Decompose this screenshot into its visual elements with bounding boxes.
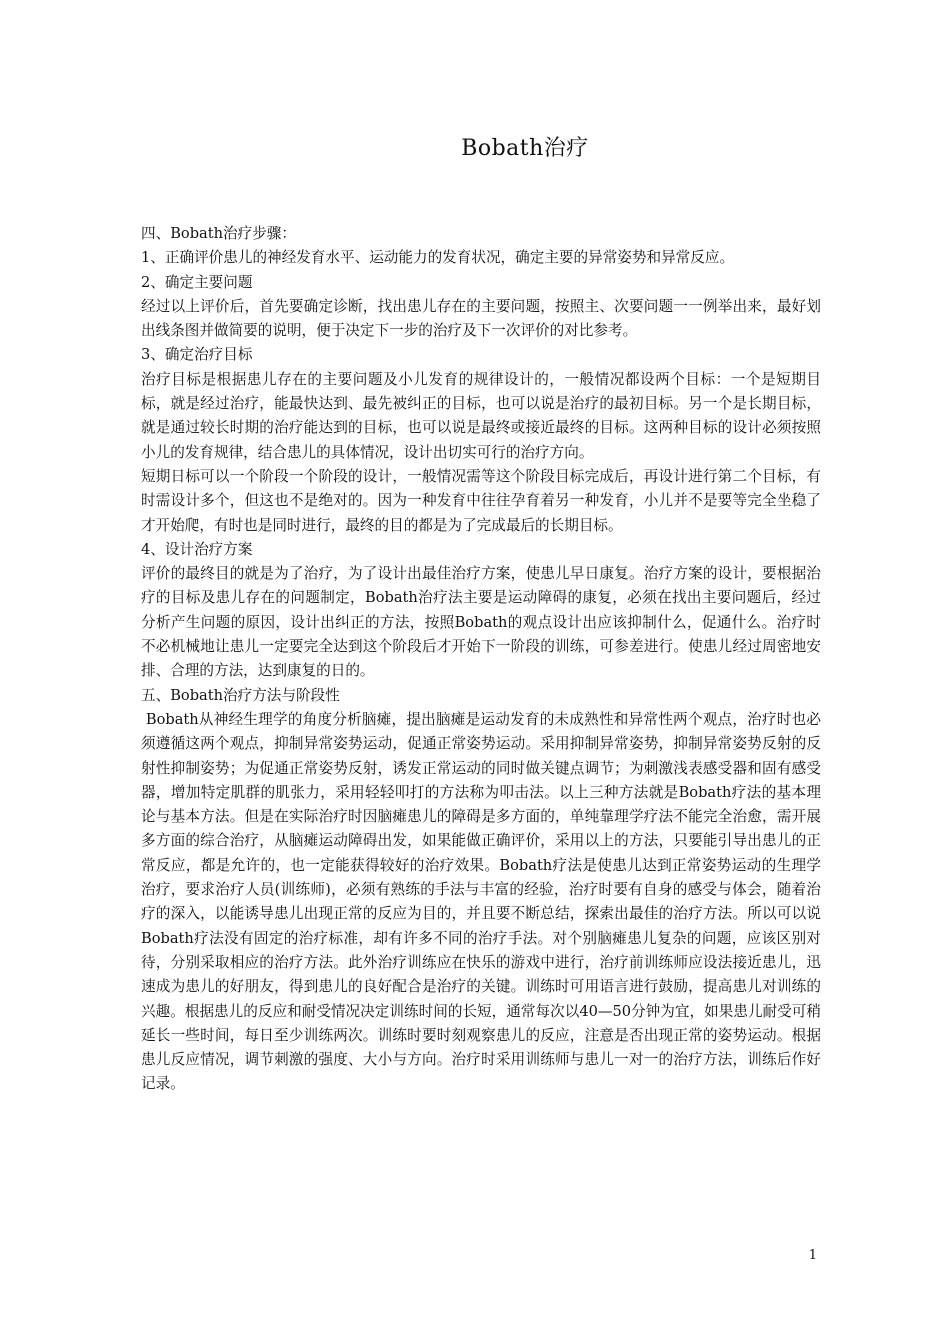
step-1-paragraph: 1、正确评价患儿的神经发育水平、运动能力的发育状况，确定主要的异常姿势和异常反应。 [141, 249, 735, 267]
page-number: 1 [808, 1248, 817, 1263]
methods-paragraph: Bobath从神经生理学的角度分析脑瘫，提出脑瘫是运动发育的未成熟性和异常性两个观点，治疗时也必须遵循这两个观点，抑制异常姿势运动，促通正常姿势运动。采用抑制异常姿势，抑制异常姿势反射的反射性抑制姿势；为促通正常姿势反射，诱发正常运动的同时做关键点调节；为刺激浅表感受器和固有感受器，增加特定肌群的肌张力，采用轻轻叩打的方法称为叩击法。以上三种方法就是Bobath疗法的基本理论与基本方法。但是在实际治疗时因脑瘫患儿的障碍是多方面的，单纯靠理学疗法不能完全治愈，需开展多方面的综合治疗，从脑瘫运动障碍出发，如果能做正确评价，采用以上的方法，只要能引导出患儿的正常反应，都是允许的，也一定能获得较好的治疗效果。Bobath疗法是使患儿达到正常姿势运动的生理学治疗，要求治疗人员(训练师)，必须有熟练的手法与丰富的经验，治疗时要有自身的感受与体会，随着治疗的深入，以能诱导患儿出现正常的反应为目的，并且要不断总结，探索出最佳的治疗方法。所以可以说Bobath疗法没有固定的治疗标准，却有许多不同的治疗手法。对个别脑瘫患儿复杂的问题，应该区别对待，分别采取相应的治疗方法。此外治疗训练应在快乐的游戏中进行，治疗前训练师应设法接近患儿，迅速成为患儿的好朋友，得到患儿的良好配合是治疗的关键。训练时可用语言进行鼓励，提高患儿对训练的兴趣。根据患儿的反应和耐受情况决定训练时间的长短，通常每次以40—50分钟为宜，如果患儿耐受可稍延长一些时间，每日至少训练两次。训练时要时刻观察患儿的反应，注意是否出现正常的姿势运动。根据患儿反应情况，调节刺激的强度、大小与方向。治疗时采用训练师与患儿一对一的治疗方法，训练后作好记录。 [141, 710, 822, 1093]
step-3-paragraph-short-term: 短期日标可以一个阶段一个阶段的设计，一般情况需等这个阶段目标完成后，再设计进行第二个目标，有时需设计多个，但这也不是绝对的。因为一种发育中往往孕育着另一种发育，小儿并不是要等完全坐稳了才开始爬，有时也是同时进行，最终的目的都是为了完成最后的长期目标。 [141, 467, 821, 534]
document-title: Bobath治疗 [461, 136, 589, 161]
section-heading-methods: 五、Bobath治疗方法与阶段性 [141, 686, 340, 704]
step-3-paragraph-goals: 治疗目标是根据患儿存在的主要问题及小儿发育的规律设计的，一般情况都设两个目标：一个是短期目标，就是经过治疗，能最快达到、最先被纠正的目标，也可以说是治疗的最初目标。另一个是长期目标，就是通过较长时期的治疗能达到的目标，也可以说是最终或接近最终的目标。这两种目标的设计必须按照小儿的发育规律，结合患儿的具体情况，设计出切实可行的治疗方向。 [141, 370, 821, 461]
step-4-heading: 4、设计治疗方案 [141, 540, 253, 558]
step-2-paragraph: 经过以上评价后，首先要确定诊断，找出患儿存在的主要问题，按照主、次要问题一一例举出来，最好划出线条图并做简要的说明，便于决定下一步的治疗及下一次评价的对比参考。 [141, 297, 821, 340]
section-heading-steps: 四、Bobath治疗步骤： [141, 225, 296, 242]
document-body [141, 222, 821, 1097]
step-3-heading: 3、确定治疗目标 [141, 346, 253, 364]
step-4-paragraph: 评价的最终目的就是为了治疗，为了设计出最佳治疗方案，使患儿早日康复。治疗方案的设计，要根据治疗的目标及患儿存在的问题制定，Bobath治疗法主要是运动障碍的康复，必须在找出主要问题后，经过分析产生问题的原因，设计出纠正的方法，按照Bobath的观点设计出应该抑制什么，促通什么。治疗时不必机械地让患儿一定要完全达到这个阶段后才开始下一阶段的训练，可参差进行。使患儿经过周密地安排、合理的方法，达到康复的日的。 [141, 565, 821, 680]
step-2-heading: 2、确定主要问题 [141, 273, 253, 291]
